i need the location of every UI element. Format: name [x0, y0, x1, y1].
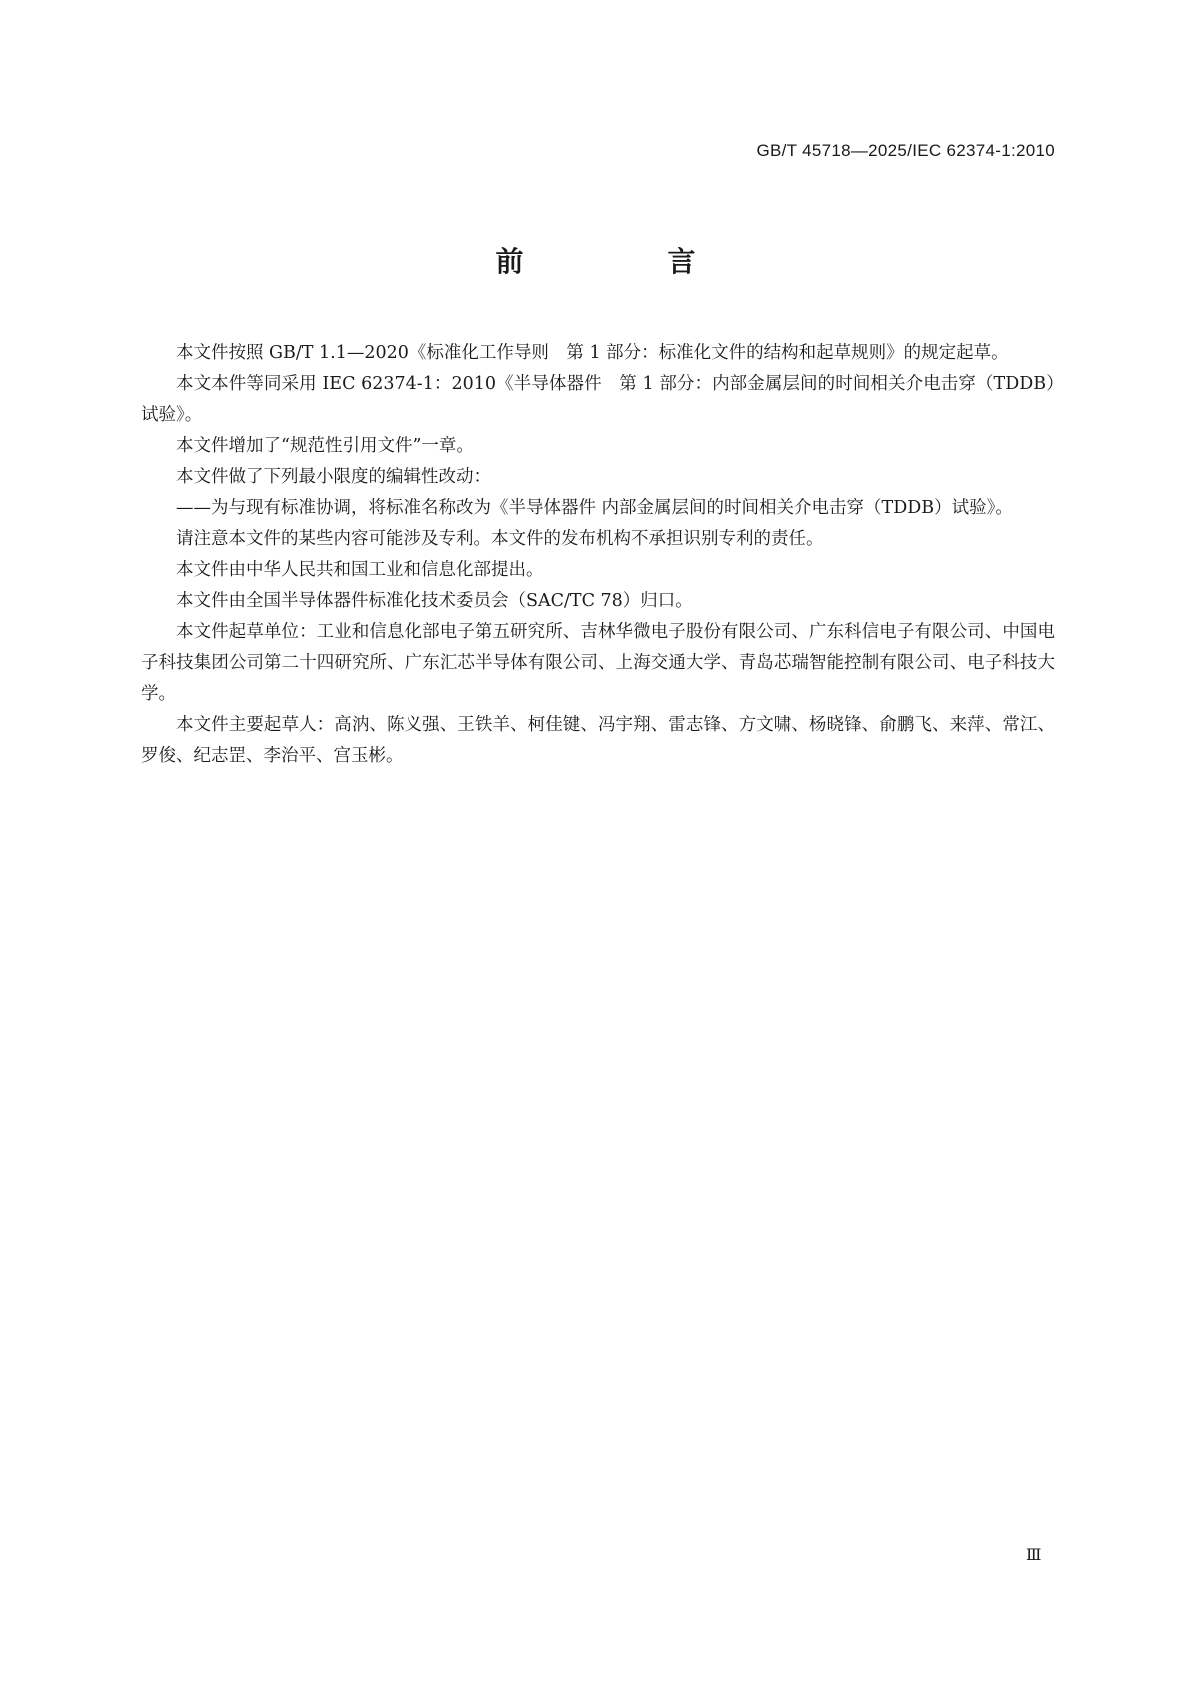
paragraph-proposed-by: 本文件由中华人民共和国工业和信息化部提出。	[176, 560, 544, 580]
paragraph-under-jurisdiction: 本文件由全国半导体器件标准化技术委员会（SAC/TC 78）归口。	[176, 591, 693, 611]
paragraph-title-change: ——为与现有标准协调，将标准名称改为《半导体器件 内部金属层间的时间相关介电击穿（TDDB）试验》。	[176, 498, 1013, 518]
paragraph-drafting-units: 本文件起草单位：工业和信息化部电子第五研究所、吉林华微电子股份有限公司、广东科信电子有限公司、中国电子科技集团公司第二十四研究所、广东汇芯半导体有限公司、上海交通大学、青岛芯瑞智能控制有限公司、电子科技大学。	[141, 622, 1055, 704]
page-title: 前 言	[495, 245, 754, 278]
foreword-body	[141, 338, 1055, 772]
paragraph-added-chapter: 本文件增加了“规范性引用文件”一章。	[176, 436, 474, 456]
paragraph-adoption: 本文本件等同采用 IEC 62374-1：2010《半导体器件 第 1 部分：内部金属层间的时间相关介电击穿（TDDB）试验》。	[141, 374, 1055, 425]
document-code-header: GB/T 45718—2025/IEC 62374-1:2010	[756, 141, 1055, 160]
page-number: Ⅲ	[1026, 1545, 1042, 1564]
paragraph-main-drafters: 本文件主要起草人：高汭、陈义强、王铁羊、柯佳键、冯宇翔、雷志锋、方文啸、杨晓锋、俞鹏飞、来萍、常江、罗俊、纪志罡、李治平、宫玉彬。	[141, 715, 1055, 766]
paragraph-patent-notice: 请注意本文件的某些内容可能涉及专利。本文件的发布机构不承担识别专利的责任。	[176, 529, 824, 549]
paragraph-drafting-rules: 本文件按照 GB/T 1.1—2020《标准化工作导则 第 1 部分：标准化文件的结构和起草规则》的规定起草。	[176, 343, 1009, 363]
paragraph-editorial-changes: 本文件做了下列最小限度的编辑性改动：	[176, 467, 491, 487]
